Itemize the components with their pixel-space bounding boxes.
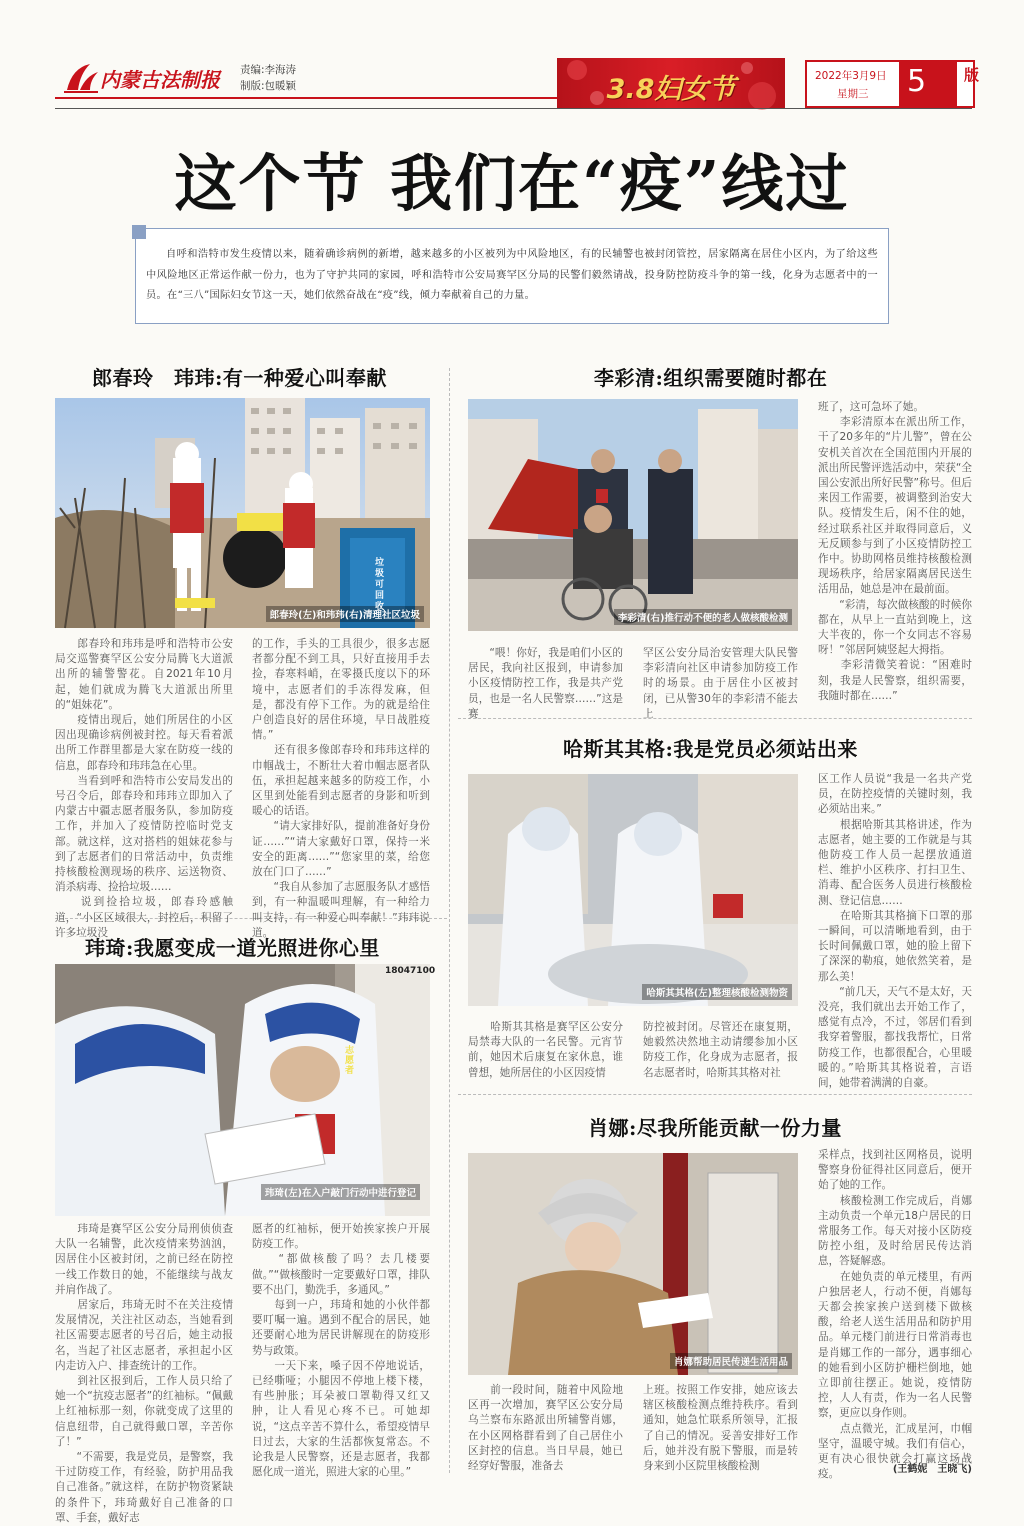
issue-date: 2022年3月9日 bbox=[815, 70, 887, 82]
photo-has-illustration bbox=[468, 774, 798, 1006]
photo-xiao-illustration bbox=[468, 1153, 798, 1375]
photo-weiqi bbox=[55, 964, 436, 1216]
article-li-col3: 班了，这可急坏了她。 李彩清原本在派出所工作，干了20多年的“片儿警”，曾在公安机关首次在全国范围内开展的派出所民警评选活动中，荣获“全国公安派出所好民警”称号。但后来因工作需要，被调整到治安大队。疫情发生后，闲不住的她，经过联系社区并取得同意后，义无反顾参与到了小区疫情防控工作中。协助网格员维持核酸检测现场秩序，给居家隔离居民送生活用品，她总是冲在最前面。 “彩清，每次做核酸的时候你都在，从早上一直站到晚上，这大半夜的，你一个女同志不容易呀！”邻居阿姨竖起大拇指。 李彩清微笑着说：“困难时刻，我是人民警察，组织需要，我随时都在……” bbox=[818, 401, 972, 702]
article-title-lang: 郎春玲 玮玮:有一种爱心叫奉献 bbox=[92, 366, 387, 390]
producer-name: 包暖颖 bbox=[264, 80, 297, 92]
article-title-xiao: 肖娜:尽我所能贡献一份力量 bbox=[588, 1116, 842, 1140]
article-xiao-col3: 采样点，找到社区网格员，说明警察身份征得社区同意后，便开始了她的工作。 核酸检测工作完成后，肖娜主动负责一个单元18户居民的日常服务工作。每天对接小区防疫防控小组，及时给居民传达消息，答疑解惑。 在她负责的单元楼里，有两户独居老人，行动不便，肖娜每天都会挨家挨户送到楼下做核酸，给老人送生活用品和防护用品。单元楼门前进行日常消毒也是肖娜工作的一部分，遇事细心的她看到小区防护栅栏倒地，她立即前往摆正。她说，疫情防控，人人有责，作为一名人民警察，更应以身作则。 点点微光，汇成星河，巾帼坚守，温暖守城。我们有信心，更有决心很快就会打赢这场战疫。 bbox=[818, 1149, 972, 1481]
editor-name: 李海涛 bbox=[264, 64, 297, 76]
banner-title: 3.8妇女节 bbox=[606, 74, 736, 105]
article-lang-col2: 的工作，手头的工具很少，很多志愿者都分配不到工具，只好直接用手去捡，春寒料峭，在零摄氏度以下的环境中，志愿者们的手冻得发麻，但是，都没有停下工作。为的就是给住户创造良好的居住环境，早日战胜疫情。” 还有很多像郎春玲和玮玮这样的巾帼战士，不断壮大着巾帼志愿者队伍，承担起越来越多的防疫工作，小区里到处能看到志愿者的身影和听到暖心的话语。 “请大家排好队，提前准备好身份证……”“请大家戴好口罩，保持一米安全的距离……”“您家里的菜，给您放在门口了……” “我自从参加了志愿服务队才感悟到，有一种温暖叫理解，有一种给力叫支持，有一种爱心叫奉献！”玮玮说道。 bbox=[252, 638, 430, 939]
newspaper-name: 内蒙古法制报 bbox=[100, 68, 220, 92]
section-divider bbox=[458, 1094, 972, 1095]
photo-lang bbox=[55, 398, 430, 628]
newspaper-logo-icon bbox=[62, 60, 102, 96]
article-weiqi-col2: 愿者的红袖标，便开始挨家挨户开展防疫工作。 “都做核酸了吗？去几楼要做。”“做核酸时一定要戴好口罩，排队要不出门，勤洗手，多通风。” 每到一户，玮琦和她的小伙伴都要叮嘱一遍。遇到不配合的居民，她还要耐心地为居民讲解现在的防疫形势与政策。 一天下来，嗓子因不停地说话，已经嘶哑；小腿因不停地上楼下楼，有些肿胀；耳朵被口罩勒得又红又肿，让人看见心疼不已。可她却说，“这点辛苦不算什么，希望疫情早日过去，大家的生活都恢复常态。不论我是人民警察，还是志愿者，我都愿化成一道光，照进大家的心里。” bbox=[252, 1223, 430, 1479]
trash-bin-label: 垃圾可回收 bbox=[375, 558, 385, 612]
section-divider bbox=[458, 718, 972, 719]
photo-li bbox=[468, 399, 798, 631]
photo-lang-illustration bbox=[55, 398, 430, 628]
article-title-has: 哈斯其其格:我是党员必须站出来 bbox=[563, 737, 858, 761]
issue-weekday: 星期三 bbox=[837, 88, 869, 100]
header-rule-bottom bbox=[55, 108, 972, 109]
page-headline: 这个节 我们在“疫”线过 bbox=[174, 147, 850, 220]
photo-has-caption: 哈斯其其格(左)整理核酸检测物资 bbox=[642, 984, 792, 1000]
article-li-col1: “喂！你好，我是咱们小区的居民，我向社区报到，申请参加小区疫情防控工作，我是共产党员，也是一名人民警察……”这是赛 bbox=[468, 647, 623, 720]
producer-label: 制版: bbox=[240, 80, 265, 92]
article-lang-col1: 郎春玲和玮玮是呼和浩特市公安局交巡警赛罕区公安分局腾飞大道派出所的辅警警花。自2021年10月起，她们就成为腾飞大道派出所里的“姐妹花”。 疫情出现后，她们所居住的小区因出现确诊病例被封控。每天看着派出所工作群里都是大家在防疫一线的信息，郎春玲和玮玮急在心里。 当看到呼和浩特市公安局发出的号召令后，郎春玲和玮玮立即加入了内蒙古中疆志愿者服务队，参加防疫工作，并加入了疫情防控临时党支部。就这样，这对搭档的姐妹花参与到了志愿者们的日常活动中，负责维持核酸检测现场的秩序、运送物资、消杀病毒、捡拾垃圾…… 说到捡拾垃圾，郎春玲感触道，“小区区域很大，封控后，积留了许多垃圾没 bbox=[55, 638, 233, 939]
column-divider bbox=[449, 368, 450, 1473]
header-rule bbox=[55, 97, 557, 99]
article-title-li: 李彩清:组织需要随时都在 bbox=[594, 366, 828, 390]
editor-credits bbox=[240, 62, 296, 94]
photo-li-illustration bbox=[468, 399, 798, 631]
article-title-weiqi: 玮琦:我愿变成一道光照进你心里 bbox=[85, 936, 380, 960]
article-xiao-col1: 前一段时间，随着中风险地区再一次增加，赛罕区公安分局乌兰察布东路派出所辅警肖娜，在小区网格群看到了自己居住小区封控的信息。当日早晨，她已经穿好警服，准备去 bbox=[468, 1384, 623, 1473]
editor-label: 责编: bbox=[240, 64, 265, 76]
article-has-col3: 区工作人员说“我是一名共产党员，在防控疫情的关键时刻，我必须站出来。” 根据哈斯其其格讲述，作为志愿者，她主要的工作就是与其他防疫工作人员一起摆放通道栏、维护小区秩序、打扫卫生、消毒、配合医务人员进行核酸检测、登记信息…… 在哈斯其其格摘下口罩的那一瞬间，可以清晰地看到，由于长时间佩戴口罩，她的脸上留下了深深的勒痕，她依然笑着，是那么美！ “前几天，天气不是太好，天没亮，我们就出去开始工作了，感觉有点冷，不过，邻居们看到我穿着警服，都找我帮忙，日常防疫工作，也都很配合，心里暖暖的。”哈斯其其格说着，言语间，她带着满满的自豪。 bbox=[818, 773, 972, 1090]
article-byline: (王鹤妮 王晓飞) bbox=[892, 1464, 972, 1475]
page-number-box bbox=[899, 62, 979, 106]
article-xiao-col2: 上班。按照工作安排，她应该去辖区核酸检测点维持秩序。看到通知，她急忙联系所领导，汇报了自己的情况。妥善安排好工作后，她并没有脱下警服，而是转身来到小区院里核酸检测 bbox=[643, 1384, 798, 1473]
photo-weiqi-caption: 玮琦(左)在入户敲门行动中进行登记 bbox=[261, 1184, 420, 1200]
article-has-col1: 哈斯其其格是赛罕区公安分局禁毒大队的一名民警。元宵节前，她因术后康复在家休息，谁曾想，她所居住的小区因疫情 bbox=[468, 1021, 623, 1079]
intro-corner bbox=[132, 225, 146, 239]
article-weiqi-col1: 玮琦是赛罕区公安分局刑侦侦查大队一名辅警，此次疫情来势汹汹，因居住小区被封闭，之前已经在防控一线工作数日的她，不能继续与战友并肩作战了。 居家后，玮琦无时不在关注疫情发展情况，关注社区动态，当她看到社区需要志愿者的号召后，她主动报名，当起了社区志愿者，承担起小区内走访入户、排查统计的工作。 到社区报到后，工作人员只给了她一个“抗疫志愿者”的红袖标。“佩戴上红袖标那一刻，你就变成了这里的信息纽带，自己就得戴口罩，辛苦你了！” “不需要，我是党员，是警察，我干过防疫工作，有经验，防护用品我自己准备。”就这样，在防护物资紧缺的条件下，玮琦戴好自己准备的口罩、手套，戴好志 bbox=[55, 1223, 233, 1524]
date-box bbox=[805, 60, 979, 108]
page-unit: 版 bbox=[963, 66, 979, 84]
article-li-col2: 罕区公安分局治安管理大队民警李彩清向社区申请参加防疫工作时的场景。由于居住小区被封闭，已从警30年的李彩清不能去上 bbox=[643, 647, 798, 720]
phone-number-sign: 18047100 bbox=[385, 966, 436, 976]
masthead bbox=[62, 60, 237, 96]
intro-text: 自呼和浩特市发生疫情以来，随着确诊病例的新增，越来越多的小区被列为中风险地区，有的民辅警也被封闭管控，居家隔离在居住小区内，为了给这些中风险地区正常运作献一份力，也为了守护共同的家园，呼和浩特市公安局赛罕区分局的民警们毅然请战，投身防控防疫斗争的第一线，化身为志愿者中的一员。在“三八”国际妇女节这一天，她们依然奋战在“疫”线，倾力奉献着自己的力量。 bbox=[146, 249, 878, 301]
page-number: 5 bbox=[907, 64, 927, 99]
photo-li-caption: 李彩清(右)推行动不便的老人做核酸检测 bbox=[614, 609, 792, 625]
photo-has bbox=[468, 774, 798, 1006]
womens-day-banner bbox=[557, 58, 785, 108]
armband-text: 志愿者 bbox=[345, 1046, 355, 1076]
photo-lang-caption: 郎春玲(左)和玮玮(右)清理社区垃圾 bbox=[266, 606, 424, 622]
intro-box bbox=[135, 228, 889, 324]
photo-xiao-caption: 肖娜帮助居民传递生活用品 bbox=[670, 1353, 792, 1369]
article-has-col2: 防控被封闭。尽管还在康复期，她毅然决然地主动请缨参加小区防疫工作，化身成为志愿者，报名志愿者时，哈斯其其格对社 bbox=[643, 1021, 798, 1079]
photo-weiqi-illustration bbox=[55, 964, 430, 1216]
photo-xiao bbox=[468, 1153, 798, 1375]
